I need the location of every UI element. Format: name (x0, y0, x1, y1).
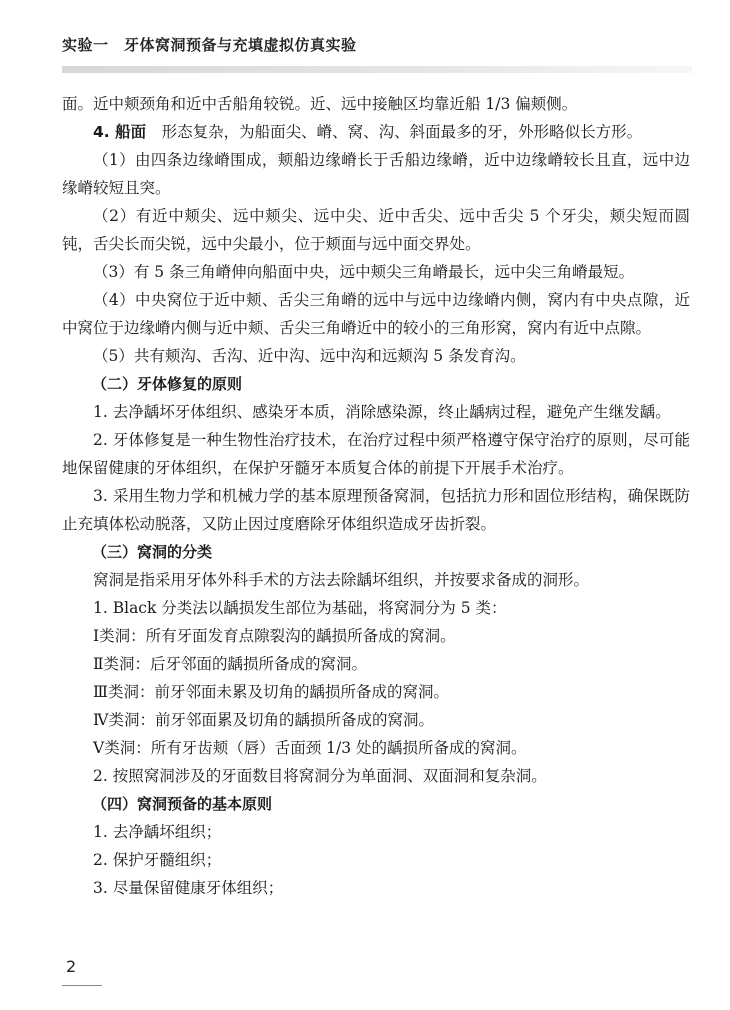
header-rule (62, 66, 692, 73)
section-heading: （四）窝洞预备的基本原则 (92, 795, 273, 813)
running-header: 实验一 牙体窝洞预备与充填虚拟仿真实验 (62, 36, 357, 54)
paragraph: （1）由四条边缘嵴围成，颊船边缘嵴长于舌船边缘嵴，近中边缘嵴较长且直，远中边缘嵴较短且突。 (62, 151, 690, 197)
paragraph: 1. 去净龋坏牙体组织、感染牙本质，消除感染源，终止龋病过程，避免产生继发龋。 (93, 403, 671, 421)
paragraph (62, 118, 690, 146)
footer-rule (62, 985, 102, 986)
paragraph: 3. 采用生物力学和机械力学的基本原理预备窝洞，包括抗力形和固位形结构，确保既防止充填体松动脱落，又防止因过度磨除牙体组织造成牙齿折裂。 (62, 487, 690, 533)
section-heading: （三）窝洞的分类 (92, 543, 213, 561)
list-item: 1. 去净龋坏组织； (93, 823, 222, 841)
paragraph-text: 形态复杂，为船面尖、嵴、窝、沟、斜面最多的牙，外形略似长方形。 (146, 123, 643, 141)
list-item: Ⅰ类洞：所有牙面发育点隙裂沟的龋损所备成的窝洞。 (93, 627, 456, 645)
list-item: Ⅲ类洞：前牙邻面未累及切角的龋损所备成的窝洞。 (93, 683, 449, 701)
paragraph: 2. 牙体修复是一种生物性治疗技术，在治疗过程中须严格遵守保守治疗的原则，尽可能地保留健康的牙体组织，在保护牙髓牙本质复合体的前提下开展手术治疗。 (62, 431, 690, 477)
list-item: Ⅱ类洞：后牙邻面的龋损所备成的窝洞。 (93, 655, 368, 673)
paragraph: 面。近中颊颈角和近中舌船角较锐。近、远中接触区均靠近船 1/3 偏颊侧。 (62, 95, 578, 113)
page-number: 2 (66, 957, 77, 976)
list-item: Ⅳ类洞：前牙邻面累及切角的龋损所备成的窝洞。 (93, 711, 434, 729)
paragraph: （4）中央窝位于近中颊、舌尖三角嵴的远中与远中边缘嵴内侧，窝内有中央点隙，近中窝位于边缘嵴内侧与近中颊、舌尖三角嵴近中的较小的三角形窝，窝内有近中点隙。 (62, 291, 690, 337)
paragraph: 窝洞是指采用牙体外科手术的方法去除龋坏组织，并按要求备成的洞形。 (93, 571, 590, 589)
list-item: 2. 保护牙髓组织； (93, 851, 222, 869)
list-item: 3. 尽量保留健康牙体组织； (93, 879, 284, 897)
paragraph: 2. 按照窝洞涉及的牙面数目将窝洞分为单面洞、双面洞和复杂洞。 (93, 767, 547, 785)
list-item: Ⅴ类洞：所有牙齿颊（唇）舌面颈 1/3 处的龋损所备成的窝洞。 (93, 739, 527, 757)
section-heading: （二）牙体修复的原则 (92, 375, 243, 393)
paragraph: （5）共有颊沟、舌沟、近中沟、远中沟和远颊沟 5 条发育沟。 (93, 347, 526, 365)
section-lead: 4. 船面 (93, 123, 147, 141)
page-body (62, 90, 690, 902)
paragraph: （3）有 5 条三角嵴伸向船面中央，远中颊尖三角嵴最长，远中尖三角嵴最短。 (93, 263, 635, 281)
paragraph: 1. Black 分类法以龋损发生部位为基础，将窝洞分为 5 类： (93, 599, 507, 617)
paragraph: （2）有近中颊尖、远中颊尖、远中尖、近中舌尖、远中舌尖 5 个牙尖，颊尖短而圆钝，舌尖长而尖锐，远中尖最小，位于颊面与远中面交界处。 (62, 207, 690, 253)
